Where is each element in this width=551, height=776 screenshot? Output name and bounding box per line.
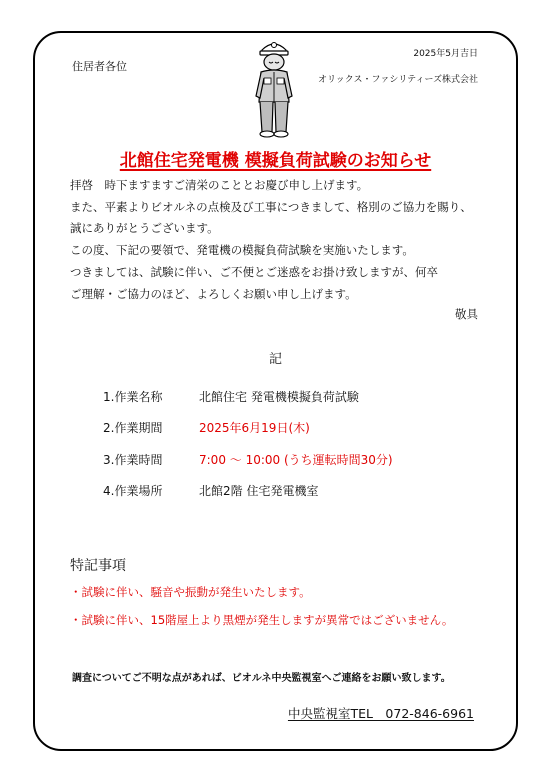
item-value-name: 北館住宅 発電機模擬負荷試験 (199, 390, 359, 404)
body-line: この度、下記の要領で、発電機の模擬負荷試験を実施いたします。 (70, 243, 414, 257)
addressee: 住居者各位 (72, 60, 127, 73)
item-label: 4.作業場所 (103, 484, 163, 498)
item-label: 3.作業時間 (103, 453, 163, 467)
body-line: ご理解・ご協力のほど、よろしくお願い申し上げます。 (70, 287, 357, 301)
note-item: ・試験に伴い、騒音や振動が発生いたします。 (70, 585, 311, 599)
inquiry-text: 調査についてご不明な点があれば、ビオルネ中央監視室へご連絡をお願い致します。 (72, 673, 451, 684)
body-line: また、平素よりビオルネの点検及び工事につきまして、格別のご協力を賜り、 (70, 200, 472, 214)
ki-heading: 記 (268, 352, 282, 367)
notes-heading: 特記事項 (70, 558, 126, 574)
body-line: つきましては、試験に伴い、ご不便とご迷惑をお掛け致しますが、何卒 (70, 265, 438, 279)
closing-keigu: 敬具 (455, 307, 478, 321)
contact-phone: 中央監視室TEL 072-846-6961 (287, 706, 474, 721)
item-value-time: 7:00 ～ 10:00 (うち運転時間30分) (199, 453, 393, 467)
item-label: 1.作業名称 (103, 390, 163, 404)
item-label: 2.作業期間 (103, 421, 163, 435)
body-line: 誠にありがとうございます。 (70, 221, 219, 235)
item-value-period: 2025年6月19日(木) (199, 421, 310, 435)
item-value-location: 北館2階 住宅発電機室 (199, 484, 319, 498)
body-line: 拝啓 時下ますますご清栄のこととお慶び申し上げます。 (70, 178, 369, 192)
issue-date: 2025年5月吉日 (413, 49, 478, 59)
notice-title: 北館住宅発電機 模擬負荷試験のお知らせ (119, 151, 432, 171)
bowing-worker-icon (250, 40, 298, 138)
company-name: オリックス・ファシリティーズ株式会社 (317, 75, 478, 85)
note-item: ・試験に伴い、15階屋上より黒煙が発生しますが異常ではございません。 (70, 613, 454, 627)
